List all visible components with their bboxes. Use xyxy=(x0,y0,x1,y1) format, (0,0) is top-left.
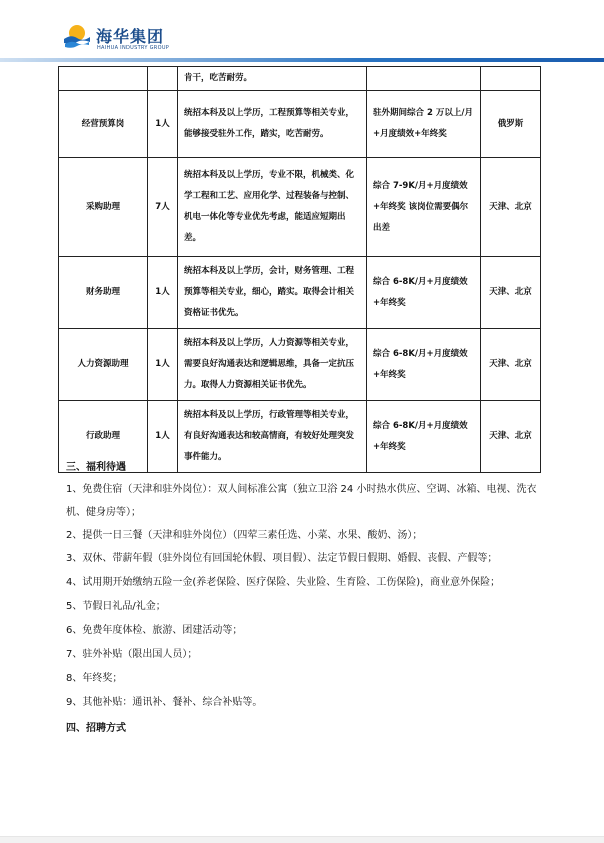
job-requirements: 统招本科及以上学历，专业不限，机械类、化学工程和工艺、应用化学、过程装备与控制、机电一体化等专业优先考虑，能适应短期出差。 xyxy=(178,158,367,257)
table-row xyxy=(59,401,541,473)
benefit-item: 3、双休、带薪年假（驻外岗位有回国轮休假、项目假）、法定节假日假期、婚假、丧假、产假等； xyxy=(66,553,498,564)
job-location: 天津、北京 xyxy=(481,329,541,401)
job-name: 行政助理 xyxy=(59,401,148,473)
benefit-item: 5、节假日礼品/礼金； xyxy=(66,601,166,612)
job-count: 7人 xyxy=(148,158,178,257)
job-requirements: 统招本科及以上学历，工程预算等相关专业，能够接受驻外工作，踏实，吃苦耐劳。 xyxy=(178,91,367,158)
page-header xyxy=(0,0,604,64)
job-location: 天津、北京 xyxy=(481,401,541,473)
logo-subtitle: HAIHUA INDUSTRY GROUP xyxy=(97,45,170,51)
table-row xyxy=(59,257,541,329)
job-location: 俄罗斯 xyxy=(481,91,541,158)
recruit-section-title: 四、招聘方式 xyxy=(66,723,126,734)
logo-text: 海华集团 xyxy=(96,27,165,46)
benefit-item: 1、免费住宿（天津和驻外岗位）：双人间标准公寓（独立卫浴 24 小时热水供应、空调、冰箱、电视、洗衣机、健身房等）； xyxy=(66,484,537,518)
job-requirements: 统招本科及以上学历，人力资源等相关专业，需要良好沟通表达和逻辑思维，具备一定抗压力。取得人力资源相关证书优先。 xyxy=(178,329,367,401)
job-salary: 驻外期间综合 2 万以上/月+月度绩效+年终奖 xyxy=(367,91,481,158)
job-count: 1人 xyxy=(148,257,178,329)
job-location: 天津、北京 xyxy=(481,158,541,257)
job-salary xyxy=(367,67,481,91)
benefit-item: 7、驻外补贴（限出国人员）； xyxy=(66,649,198,660)
job-salary: 综合 6-8K/月+月度绩效+年终奖 xyxy=(367,257,481,329)
benefit-item: 8、年终奖； xyxy=(66,673,123,684)
job-count: 1人 xyxy=(148,401,178,473)
benefits-section-title: 三、福利待遇 xyxy=(66,462,126,473)
job-salary: 综合 7-9K/月+月度绩效+年终奖 该岗位需要偶尔出差 xyxy=(367,158,481,257)
job-requirements: 统招本科及以上学历，会计，财务管理、工程预算等相关专业，细心，踏实。取得会计相关资格证书优先。 xyxy=(178,257,367,329)
job-name: 财务助理 xyxy=(59,257,148,329)
jobs-table xyxy=(58,66,541,473)
haihua-logo-icon xyxy=(62,20,92,50)
job-location xyxy=(481,67,541,91)
page-bottom-edge xyxy=(0,836,604,843)
job-salary: 综合 6-8K/月+月度绩效+年终奖 xyxy=(367,401,481,473)
job-count: 1人 xyxy=(148,329,178,401)
job-name: 经营预算岗 xyxy=(59,91,148,158)
job-salary: 综合 6-8K/月+月度绩效+年终奖 xyxy=(367,329,481,401)
benefit-item: 9、其他补贴：通讯补、餐补、综合补贴等。 xyxy=(66,697,263,708)
benefit-item: 6、免费年度体检、旅游、团建活动等； xyxy=(66,625,243,636)
job-location: 天津、北京 xyxy=(481,257,541,329)
benefit-item: 2、提供一日三餐（天津和驻外岗位）（四荤三素任选、小菜、水果、酸奶、汤）； xyxy=(66,530,423,541)
job-count: 1人 xyxy=(148,91,178,158)
table-row xyxy=(59,67,541,91)
job-name: 人力资源助理 xyxy=(59,329,148,401)
table-row xyxy=(59,329,541,401)
job-count xyxy=(148,67,178,91)
table-row xyxy=(59,158,541,257)
job-requirements: 统招本科及以上学历，行政管理等相关专业，有良好沟通表达和较高情商，有较好处理突发事件能力。 xyxy=(178,401,367,473)
benefit-item: 4、试用期开始缴纳五险一金(养老保险、医疗保险、失业险、生育险、工伤保险)，商业意外保险； xyxy=(66,577,501,588)
job-name xyxy=(59,67,148,91)
job-requirements: 肯干，吃苦耐劳。 xyxy=(178,67,367,91)
header-divider xyxy=(0,58,604,62)
table-row xyxy=(59,91,541,158)
job-name: 采购助理 xyxy=(59,158,148,257)
